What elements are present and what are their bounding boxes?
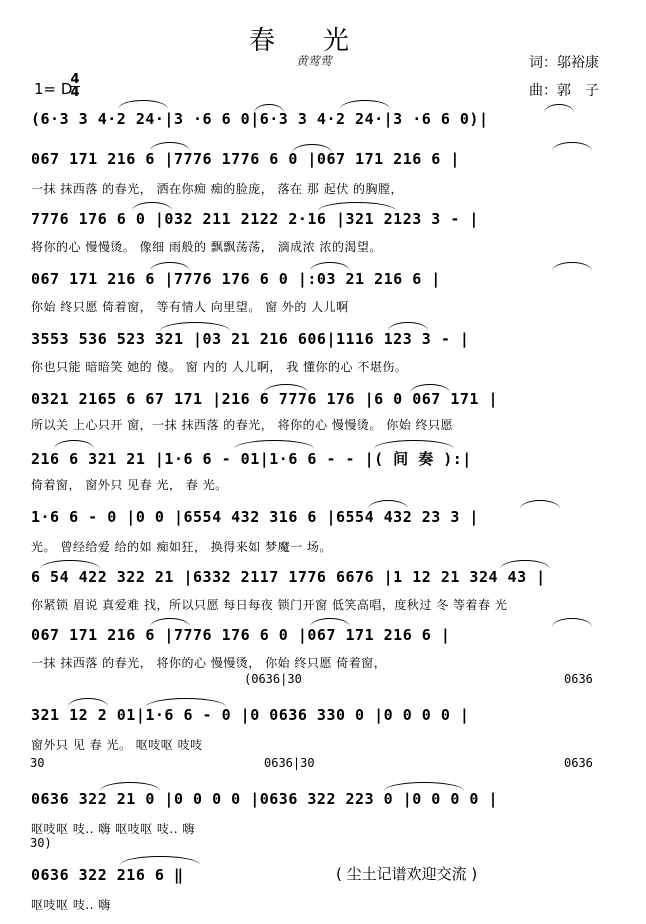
singer-name: 黄莺莺 [296, 54, 333, 68]
composer-credit: 曲：郭 子 [529, 83, 599, 99]
notation-line: 6 54 422 322 21 |6332 2117 1776 6676 |1 12 21 324 43 | [31, 568, 546, 586]
notation-line: 1·6 6 - 0 |0 0 |6554 432 316 6 |6554 432 23 3 | [31, 508, 479, 526]
lyric-line: 光。 曾经给爱 给的如 痴如狂， 换得来如 梦魔一 场。 [31, 540, 332, 554]
lyric-line: 你紧锁 眉说 真爱难 找，所以只愿 每日每夜 锁门开窗 低笑高唱，度秋过 冬 等着春 光 [31, 598, 508, 612]
lyric-line: 窗外只 见 春 光。 呕吱呕 吱吱 [31, 738, 203, 752]
notation-line: 067 171 216 6 |7776 1776 6 0 |067 171 216 6 | [31, 150, 460, 168]
lyric-line: 呕吱呕 吱.. 嗨 [31, 898, 111, 912]
lyricist-credit: 词：邬裕康 [529, 55, 599, 71]
lyric-line: 倚着窗， 窗外只 见春 光， 春 光。 [31, 478, 228, 492]
notation-line: 067 171 216 6 |7776 176 6 0 |067 171 216 6 | [31, 626, 451, 644]
lyric-line: 呕吱呕 吱.. 嗨 呕吱呕 吱.. 嗨 [31, 822, 195, 836]
lyric-line: 一抹 抹西落 的春光， 将你的心 慢慢烫， 你始 终只愿 倚着窗， [31, 656, 387, 670]
harmony-part: (0636|30 [244, 672, 302, 686]
lyric-line: 你也只能 暗暗笑 她的 傻。 窗 内的 人儿啊， 我 懂你的心 不堪伤。 [31, 360, 408, 374]
notation-line: 0636 322 216 6 ‖ [31, 866, 184, 884]
harmony-part: 30) [30, 836, 52, 850]
notation-line: 067 171 216 6 |7776 176 6 0 |:03 21 216 6 | [31, 270, 441, 288]
transcriber-note: ( 尘土记谱欢迎交流 ) [336, 865, 478, 883]
harmony-part: 0636|30 [264, 756, 315, 770]
notation-line: 216 6 321 21 |1·6 6 - 01|1·6 6 - - |( 间 奏 ):| [31, 450, 472, 468]
notation-line: 321 12 2 01|1·6 6 - 0 |0 0636 330 0 |0 0 0 0 | [31, 706, 470, 724]
harmony-part: 0636 [564, 756, 593, 770]
notation-line: 3553 536 523 321 |03 21 216 606|1116 123 3 - | [31, 330, 470, 348]
page-title: 春光 [248, 26, 397, 56]
time-signature-top: 4 [70, 72, 80, 87]
lyric-line: 你始 终只愿 倚着窗， 等有情人 向里望。 窗 外的 人儿啊 [31, 300, 349, 314]
notation-line: (6·3 3 4·2 24·|3 ·6 6 0|6·3 3 4·2 24·|3 ·6 6 0)| [31, 110, 489, 128]
lyric-line: 所以关 上心只开 窗，一抹 抹西落 的春光， 将你的心 慢慢烫。 你始 终只愿 [31, 418, 454, 432]
notation-line: 7776 176 6 0 |032 211 2122 2·16 |321 2123 3 - | [31, 210, 479, 228]
time-signature-bottom: 4 [70, 85, 80, 100]
notation-line: 0636 322 21 0 |0 0 0 0 |0636 322 223 0 |0 0 0 0 | [31, 790, 499, 808]
harmony-part: 30 [30, 756, 45, 770]
key-signature: 1= D [34, 80, 73, 98]
harmony-part: 0636 [564, 672, 593, 686]
lyric-line: 将你的心 慢慢烫。 像细 雨般的 飘飘荡荡， 滴成浓 浓的渴望。 [31, 240, 382, 254]
time-signature [70, 74, 80, 99]
notation-line: 0321 2165 6 67 171 |216 6 7776 176 |6 0 067 171 | [31, 390, 499, 408]
lyric-line: 一抹 抹西落 的春光， 洒在你痴 痴的脸庞， 落在 那 起伏 的胸膛， [31, 182, 404, 196]
